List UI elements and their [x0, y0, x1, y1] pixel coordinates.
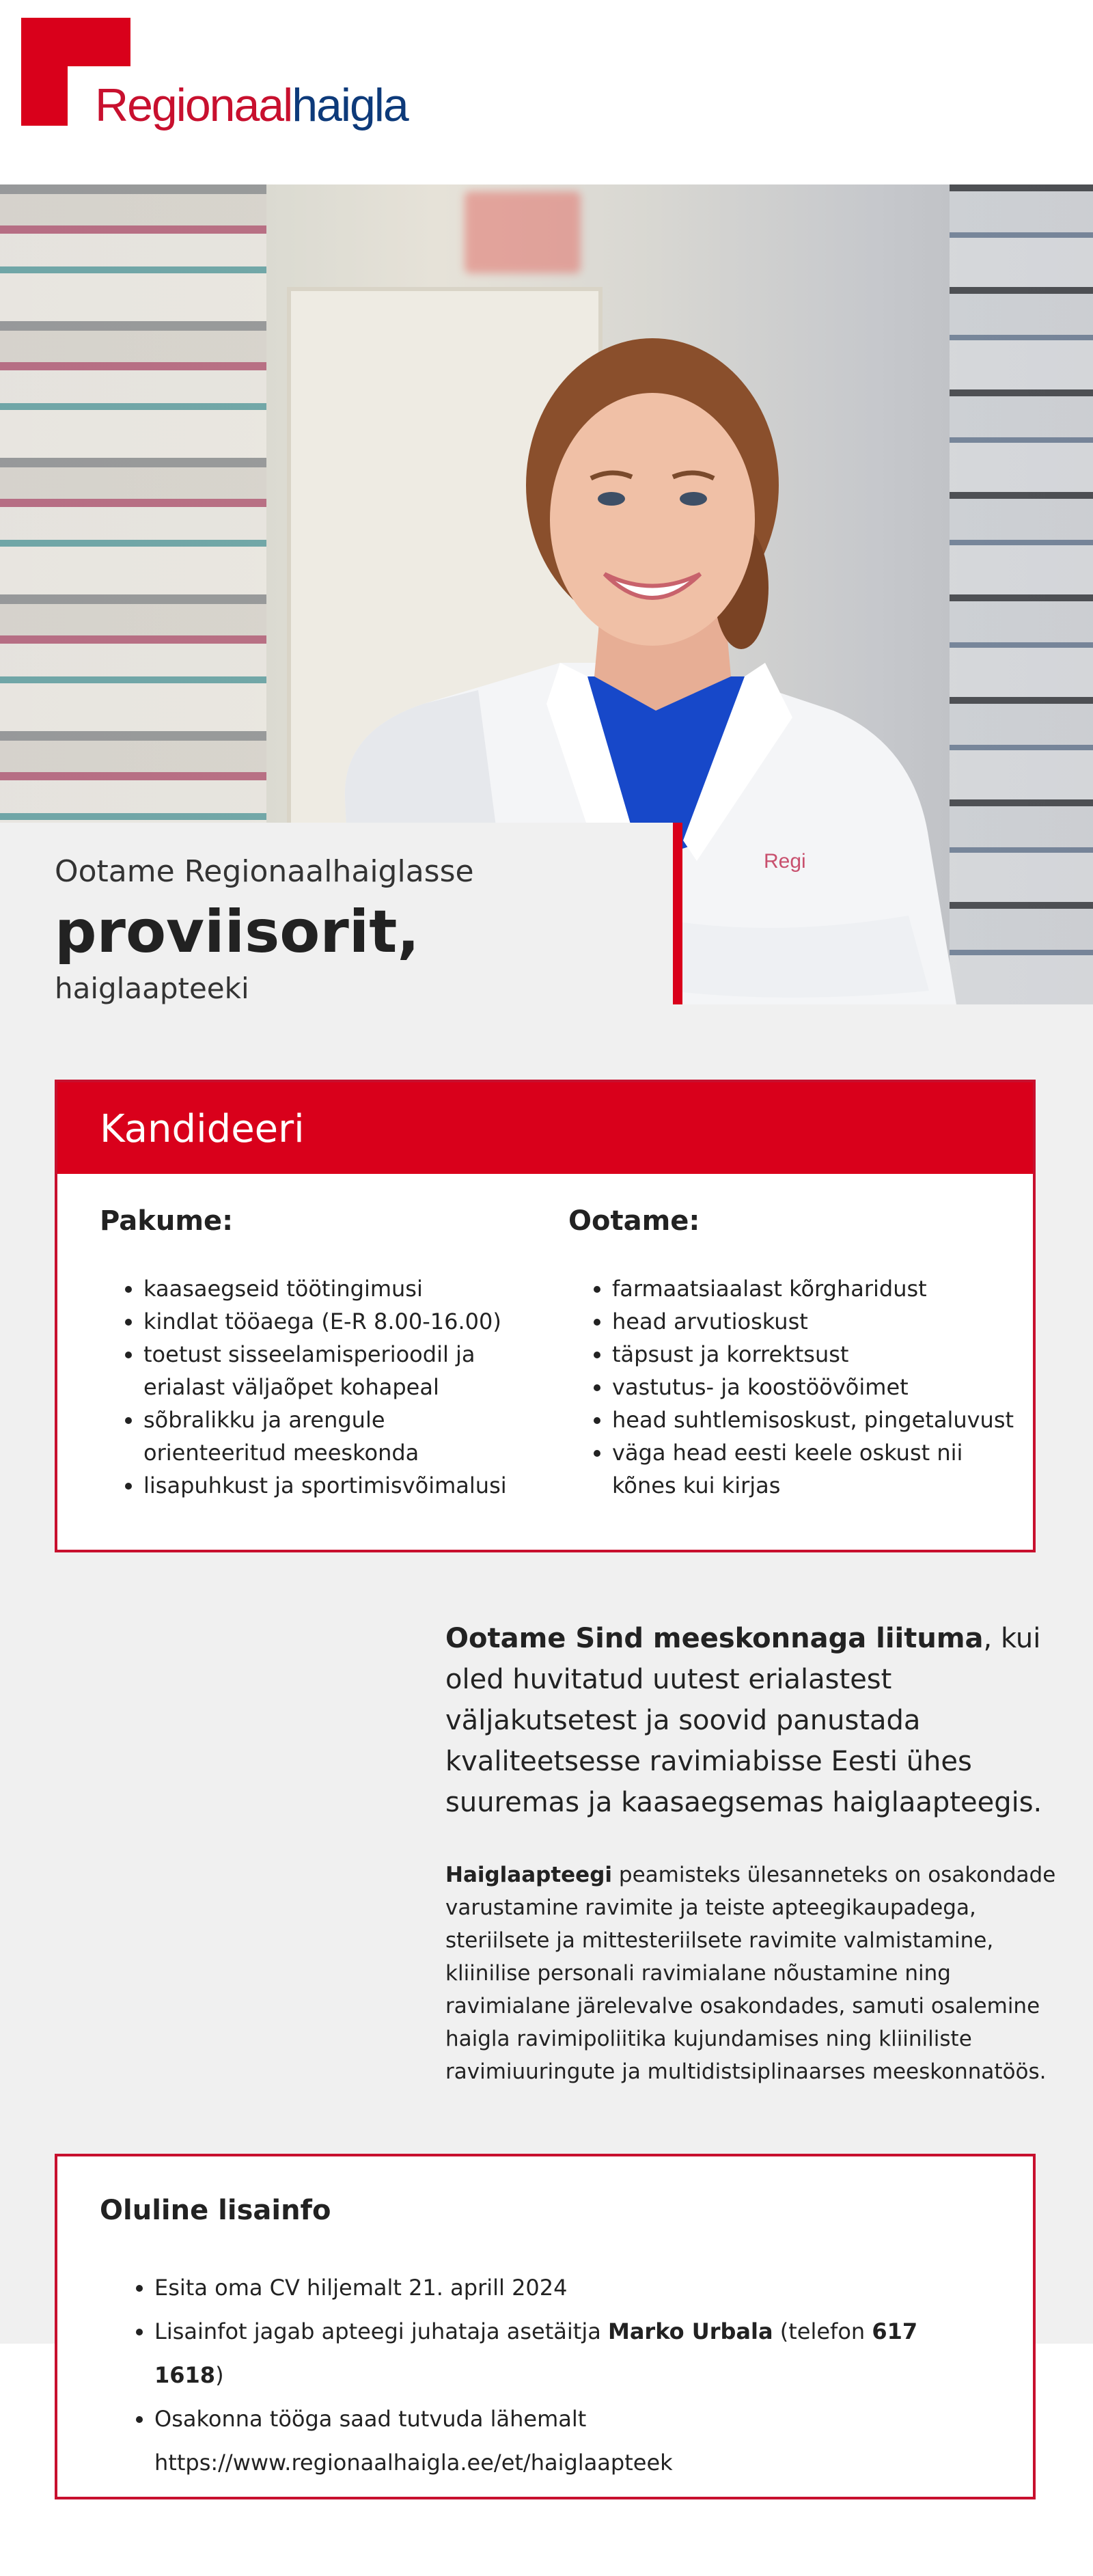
svg-text:Regi: Regi — [764, 850, 806, 873]
description-text: peamisteks ülesanneteks on osakondade varustamine ravimite ja teiste apteegikaupadega, steriilsete ja mittesteriilsete ravimite valmistamine, kliinilise personali ravimialane nõustamine ning ravimialane järelevalve osakondades, samuti osalemine haigla ravimipoliitika kujundamises ning kliiniliste ravimiuuringute ja multidistsiplinaarses meeskonnatöös. — [445, 1863, 1056, 2084]
apply-box — [55, 1080, 1036, 1552]
list-item-contact — [154, 2310, 988, 2397]
list-item-link — [154, 2397, 988, 2484]
info-title: Oluline lisainfo — [100, 2195, 331, 2226]
job-department: haiglaapteeki — [55, 972, 249, 1005]
department-description — [445, 1859, 1060, 2088]
list-item: • head suhtlemisoskust, pingetaluvust — [612, 1403, 1022, 1436]
list-item: • kaasaegseid töötingimusi — [143, 1272, 526, 1305]
list-item: • vastutus- ja koostöövõimet — [612, 1371, 1022, 1403]
list-item: • head arvutioskust — [612, 1305, 1022, 1338]
offer-list — [122, 1272, 526, 1502]
apply-button[interactable] — [57, 1082, 1033, 1174]
description-bold: Haiglaapteegi — [445, 1863, 613, 1887]
contact-text: Lisainfot jagab apteegi juhataja asetäitja — [154, 2318, 608, 2344]
contact-name: Marko Urbala — [607, 2318, 773, 2344]
list-item: • väga head eesti keele oskust nii kõnes kui kirjas — [612, 1436, 1022, 1502]
intro-bold: Ootame Sind meeskonnaga liituma — [445, 1623, 984, 1654]
job-title: proviisorit, — [55, 898, 420, 966]
list-item-deadline: • Esita oma CV hiljemalt 21. aprill 2024 — [154, 2266, 988, 2310]
info-list — [154, 2266, 988, 2484]
logo-wordmark-part2: haigla — [292, 79, 408, 131]
list-item: • sõbralikku ja arengule orienteeritud meeskonda — [143, 1403, 526, 1469]
logo-wordmark — [95, 79, 408, 131]
title-card — [0, 823, 682, 1004]
list-item: • kindlat tööaega (E-R 8.00-16.00) — [143, 1305, 526, 1338]
list-item: • toetust sisseelamisperioodil ja erialast väljaõpet kohapeal — [143, 1338, 526, 1403]
list-item: • lisapuhkust ja sportimisvõimalusi — [143, 1469, 526, 1502]
contact-phone-suffix: ) — [215, 2362, 224, 2388]
expect-title: Ootame: — [568, 1205, 700, 1237]
link-intro: Osakonna tööga saad tutvuda lähemalt — [154, 2406, 587, 2432]
list-item: • farmaatsiaalast kõrgharidust — [612, 1272, 1022, 1305]
info-box — [55, 2154, 1036, 2499]
apply-button-label: Kandideeri — [100, 1107, 305, 1151]
intro-paragraph — [445, 1618, 1047, 1823]
regionaalhaigla-logo[interactable] — [21, 18, 408, 141]
contact-phone[interactable]: 617 1618 — [154, 2318, 918, 2388]
title-intro: Ootame Regionaalhaiglasse — [55, 854, 474, 889]
logo-wordmark-part1: Regionaal — [95, 79, 292, 131]
department-link[interactable]: https://www.regionaalhaigla.ee/et/haiglaapteek — [154, 2450, 673, 2476]
contact-phone-prefix: (telefon — [773, 2318, 872, 2344]
expect-list — [590, 1272, 1022, 1502]
list-item: • täpsust ja korrektsust — [612, 1338, 1022, 1371]
intro-text: , kui oled huvitatud uutest erialastest väljakutsetest ja soovid panustada kvaliteetsesse ravimiabisse Eesti ühes suuremas ja kaasaegsemas haiglaapteegis. — [445, 1623, 1042, 1818]
offer-title: Pakume: — [100, 1205, 234, 1237]
